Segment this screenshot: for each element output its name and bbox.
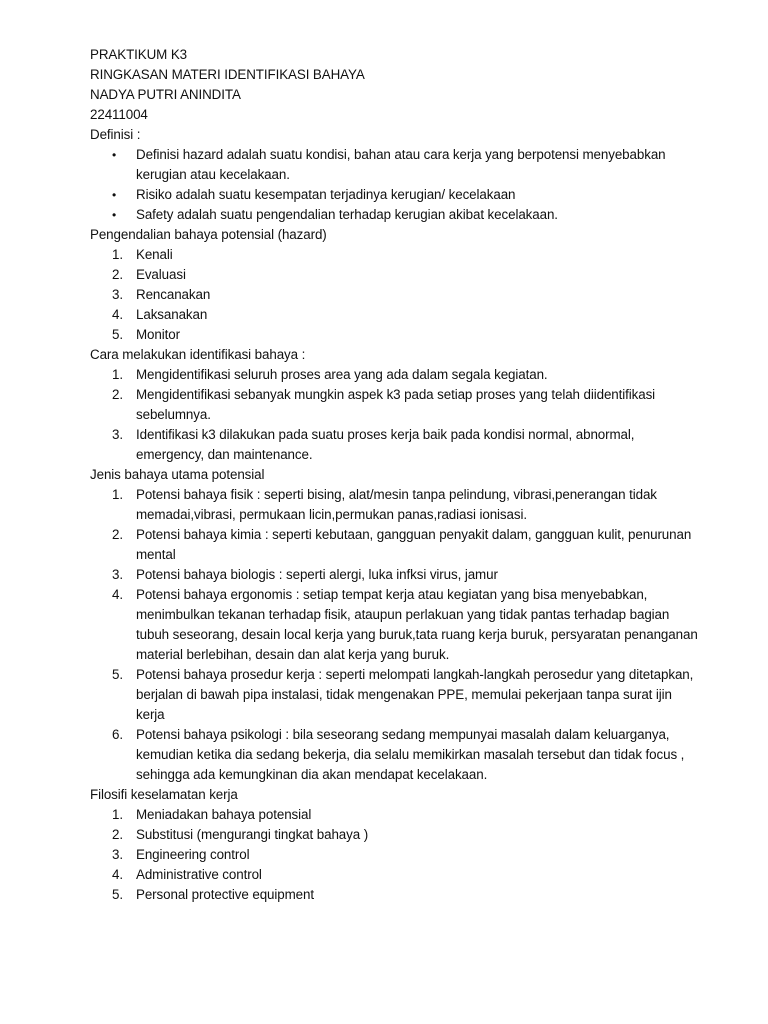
list-item-text: Safety adalah suatu pengendalian terhadap kerugian akibat kecelakaan.	[136, 207, 558, 222]
section-heading-definisi: Definisi :	[90, 127, 141, 142]
list-item-text: Laksanakan	[136, 307, 208, 322]
list-item	[90, 665, 694, 725]
list-item	[90, 485, 690, 525]
list-number: 5.	[112, 327, 123, 342]
list-item-text: Monitor	[136, 327, 180, 342]
list-number: 2.	[112, 387, 123, 402]
student-id: 22411004	[90, 107, 148, 122]
list-number: 2.	[112, 827, 123, 842]
section-jenis	[90, 465, 698, 785]
list-item	[90, 585, 698, 665]
list-item	[90, 185, 690, 205]
list-item-text: Engineering control	[136, 847, 250, 862]
document-content	[90, 45, 698, 905]
list-item-text: Definisi hazard adalah suatu kondisi, bahan atau cara kerja yang berpotensi menyebabkan	[136, 147, 666, 162]
list-item-text: Potensi bahaya fisik : seperti bising, alat/mesin tanpa pelindung, vibrasi,penerangan tidak	[136, 487, 657, 502]
list-number: 1.	[112, 367, 123, 382]
list-item-text: Potensi bahaya psikologi : bila seseorang sedang mempunyai masalah dalam keluarganya,	[136, 727, 670, 742]
list-item-text: Mengidentifikasi sebanyak mungkin aspek k3 pada setiap proses yang telah diidentifikasi	[136, 387, 656, 402]
list-item	[90, 725, 690, 785]
section-heading-filosofi: Filosifi keselamatan kerja	[90, 787, 238, 802]
list-item-text: mental	[136, 547, 176, 562]
list-item	[90, 885, 690, 905]
list-item	[90, 305, 690, 325]
list-number: 3.	[112, 567, 123, 582]
list-item-text: Risiko adalah suatu kesempatan terjadinya kerugian/ kecelakaan	[136, 187, 516, 202]
document-header	[90, 45, 690, 125]
list-item	[90, 565, 690, 585]
list-item-text: Potensi bahaya prosedur kerja : seperti melompati langkah-langkah perosedur yang ditetapkan,	[136, 667, 694, 682]
list-number: 4.	[112, 307, 123, 322]
document-title: RINGKASAN MATERI IDENTIFIKASI BAHAYA	[90, 67, 365, 82]
list-item	[90, 865, 690, 885]
list-item	[90, 325, 690, 345]
section-heading-cara: Cara melakukan identifikasi bahaya :	[90, 347, 306, 362]
list-item-text: Potensi bahaya ergonomis : setiap tempat kerja atau kegiatan yang bisa menyebabkan,	[136, 587, 648, 602]
list-item	[90, 845, 690, 865]
course-title: PRAKTIKUM K3	[90, 47, 188, 62]
section-definisi	[90, 125, 690, 225]
author-name: NADYA PUTRI ANINDITA	[90, 87, 241, 102]
list-item	[90, 385, 690, 425]
list-number: 4.	[112, 587, 123, 602]
bullet-marker: •	[112, 188, 117, 202]
list-item-text: emergency, dan maintenance.	[136, 447, 313, 462]
list-item-text: sehingga ada kemungkinan dia akan mendapat kecelakaan.	[136, 767, 488, 782]
list-item-text: material berlebihan, desain dan alat kerja yang buruk.	[136, 647, 450, 662]
list-item	[90, 425, 690, 465]
bullet-marker: •	[112, 148, 117, 162]
list-number: 1.	[112, 247, 123, 262]
list-jenis	[90, 485, 698, 785]
list-item	[90, 265, 690, 285]
list-item	[90, 285, 690, 305]
list-number: 3.	[112, 847, 123, 862]
list-item-text: kemudian ketika dia sedang bekerja, dia selalu memikirkan masalah tersebut dan tidak focus ,	[136, 747, 685, 762]
section-heading-jenis: Jenis bahaya utama potensial	[90, 467, 265, 482]
list-item-text: kerugian atau kecelakaan.	[136, 167, 290, 182]
list-item-text: Administrative control	[136, 867, 262, 882]
list-item-text: menimbulkan tekanan terhadap fisik, ataupun perlakuan yang tidak pantas terhadap bagian	[136, 607, 670, 622]
section-cara	[90, 345, 690, 465]
list-number: 1.	[112, 487, 123, 502]
list-number: 3.	[112, 427, 123, 442]
list-item-text: memadai,vibrasi, permukaan licin,permukan panas,radiasi ionisasi.	[136, 507, 527, 522]
list-item	[90, 525, 690, 565]
list-number: 1.	[112, 807, 123, 822]
list-item-text: Personal protective equipment	[136, 887, 314, 902]
list-item-text: Rencanakan	[136, 287, 211, 302]
list-cara	[90, 365, 690, 465]
section-pengendalian	[90, 225, 690, 345]
list-item	[90, 205, 690, 225]
list-number: 5.	[112, 667, 123, 682]
list-item-text: tubuh seseorang, desain local kerja yang buruk,tata ruang kerja buruk, persyaratan penanganan	[136, 627, 698, 642]
section-heading-pengendalian: Pengendalian bahaya potensial (hazard)	[90, 227, 327, 242]
list-item-text: Kenali	[136, 247, 173, 262]
section-filosofi	[90, 785, 690, 905]
list-item	[90, 245, 690, 265]
list-number: 4.	[112, 867, 123, 882]
list-item	[90, 145, 690, 185]
list-item-text: Potensi bahaya kimia : seperti kebutaan, gangguan penyakit dalam, gangguan kulit, penurunan	[136, 527, 692, 542]
list-definisi	[90, 145, 690, 225]
list-number: 2.	[112, 527, 123, 542]
list-item-text: Evaluasi	[136, 267, 186, 282]
list-pengendalian	[90, 245, 690, 345]
list-item	[90, 365, 690, 385]
list-item-text: Mengidentifikasi seluruh proses area yang ada dalam segala kegiatan.	[136, 367, 548, 382]
list-filosofi	[90, 805, 690, 905]
list-number: 3.	[112, 287, 123, 302]
list-number: 2.	[112, 267, 123, 282]
list-item-text: Substitusi (mengurangi tingkat bahaya )	[136, 827, 369, 842]
list-item-text: berjalan di bawah pipa instalasi, tidak mengenakan PPE, memulai pekerjaan tanpa surat ijin	[136, 687, 672, 702]
list-item-text: Potensi bahaya biologis : seperti alergi, luka infksi virus, jamur	[136, 567, 498, 582]
list-item	[90, 825, 690, 845]
list-item-text: Identifikasi k3 dilakukan pada suatu proses kerja baik pada kondisi normal, abnormal,	[136, 427, 635, 442]
list-item-text: sebelumnya.	[136, 407, 211, 422]
list-number: 5.	[112, 887, 123, 902]
bullet-marker: •	[112, 208, 117, 222]
list-item-text: kerja	[136, 707, 165, 722]
list-item-text: Meniadakan bahaya potensial	[136, 807, 312, 822]
list-number: 6.	[112, 727, 123, 742]
list-item	[90, 805, 690, 825]
